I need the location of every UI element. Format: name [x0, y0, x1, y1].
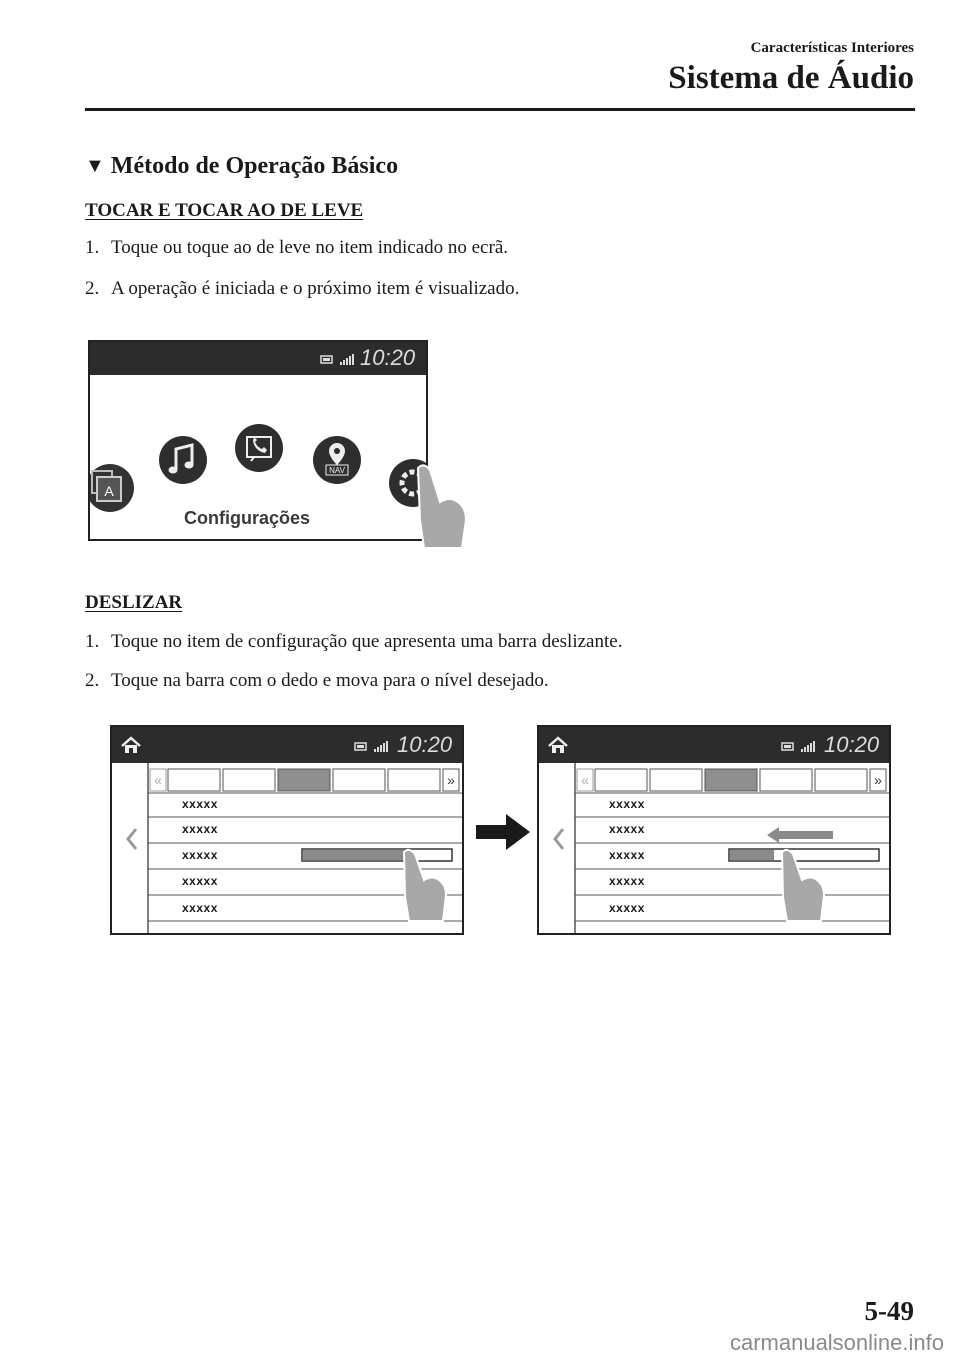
- home-screen-illustration: [88, 340, 428, 541]
- signal-battery-icon: [781, 739, 825, 753]
- list-item-label: xxxxx: [182, 822, 218, 836]
- settings-list: [539, 763, 889, 933]
- list-item-label: xxxxx: [182, 848, 218, 862]
- signal-battery-icon: [354, 739, 398, 753]
- slide-step-2: [85, 670, 549, 692]
- slide-step-1: [85, 631, 622, 653]
- touch-step-2: [85, 278, 519, 300]
- status-bar: [90, 342, 426, 375]
- step-text: Toque ou toque ao de leve no item indicado no ecrã.: [111, 237, 509, 258]
- svg-text:«: «: [154, 772, 162, 788]
- list-item-label: xxxxx: [609, 822, 645, 836]
- navigation-icon: [313, 436, 361, 484]
- finger-pointer-icon: [408, 462, 468, 554]
- list-item-label: xxxxx: [182, 901, 218, 915]
- step-number: 1.: [85, 237, 100, 258]
- step-text: A operação é iniciada e o próximo item é visualizado.: [111, 278, 520, 299]
- step-text: Toque no item de configuração que apresenta uma barra deslizante.: [111, 631, 623, 652]
- list-item-label: xxxxx: [182, 797, 218, 811]
- page-number: 5-49: [864, 1296, 914, 1326]
- slider-screen-after: [537, 725, 891, 935]
- step-number: 1.: [85, 631, 100, 652]
- chevron-left-icon: [128, 829, 136, 849]
- svg-text:»: »: [447, 772, 455, 788]
- section-title: [85, 153, 398, 180]
- list-item-label: xxxxx: [182, 874, 218, 888]
- slider-fill: [303, 850, 407, 860]
- chapter-title: Características Interiores: [750, 40, 914, 56]
- touch-step-1: [85, 237, 508, 259]
- header-divider: [85, 108, 915, 111]
- list-item-label: xxxxx: [609, 901, 645, 915]
- signal-battery-icon: [320, 352, 364, 366]
- clock-time: 10:20: [397, 732, 453, 757]
- slide-heading: DESLIZAR: [85, 592, 183, 613]
- clock-time: 10:20: [824, 732, 880, 757]
- svg-text:A: A: [104, 483, 114, 499]
- phone-icon: [235, 424, 283, 472]
- status-bar: [539, 727, 889, 763]
- svg-text:NAV: NAV: [329, 466, 345, 475]
- finger-pointer-icon: [398, 846, 448, 926]
- watermark: carmanualsonline.info: [729, 1330, 944, 1355]
- list-item-label: xxxxx: [609, 797, 645, 811]
- triangle-down-icon: ▼: [85, 155, 105, 177]
- slider-fill: [730, 850, 774, 860]
- finger-pointer-icon: [776, 846, 826, 926]
- home-icon: [120, 735, 142, 755]
- touch-heading: TOCAR E TOCAR AO DE LEVE: [85, 200, 364, 221]
- list-item-label: xxxxx: [609, 874, 645, 888]
- section-title-text: Método de Operação Básico: [110, 153, 399, 179]
- step-text: Toque na barra com o dedo e mova para o nível desejado.: [111, 670, 549, 691]
- drag-left-arrow-icon: [767, 827, 833, 843]
- list-item-label: xxxxx: [609, 848, 645, 862]
- clock-time: 10:20: [360, 345, 416, 370]
- applications-icon: [90, 464, 134, 512]
- arrow-right-icon: [476, 812, 532, 852]
- page-title: Sistema de Áudio: [668, 60, 914, 96]
- step-number: 2.: [85, 278, 100, 299]
- step-number: 2.: [85, 670, 100, 691]
- status-bar: [112, 727, 462, 763]
- svg-text:»: »: [874, 772, 882, 788]
- settings-label: Configurações: [184, 508, 311, 528]
- svg-text:«: «: [581, 772, 589, 788]
- music-icon: [159, 436, 207, 484]
- home-icon: [547, 735, 569, 755]
- chevron-left-icon: [555, 829, 563, 849]
